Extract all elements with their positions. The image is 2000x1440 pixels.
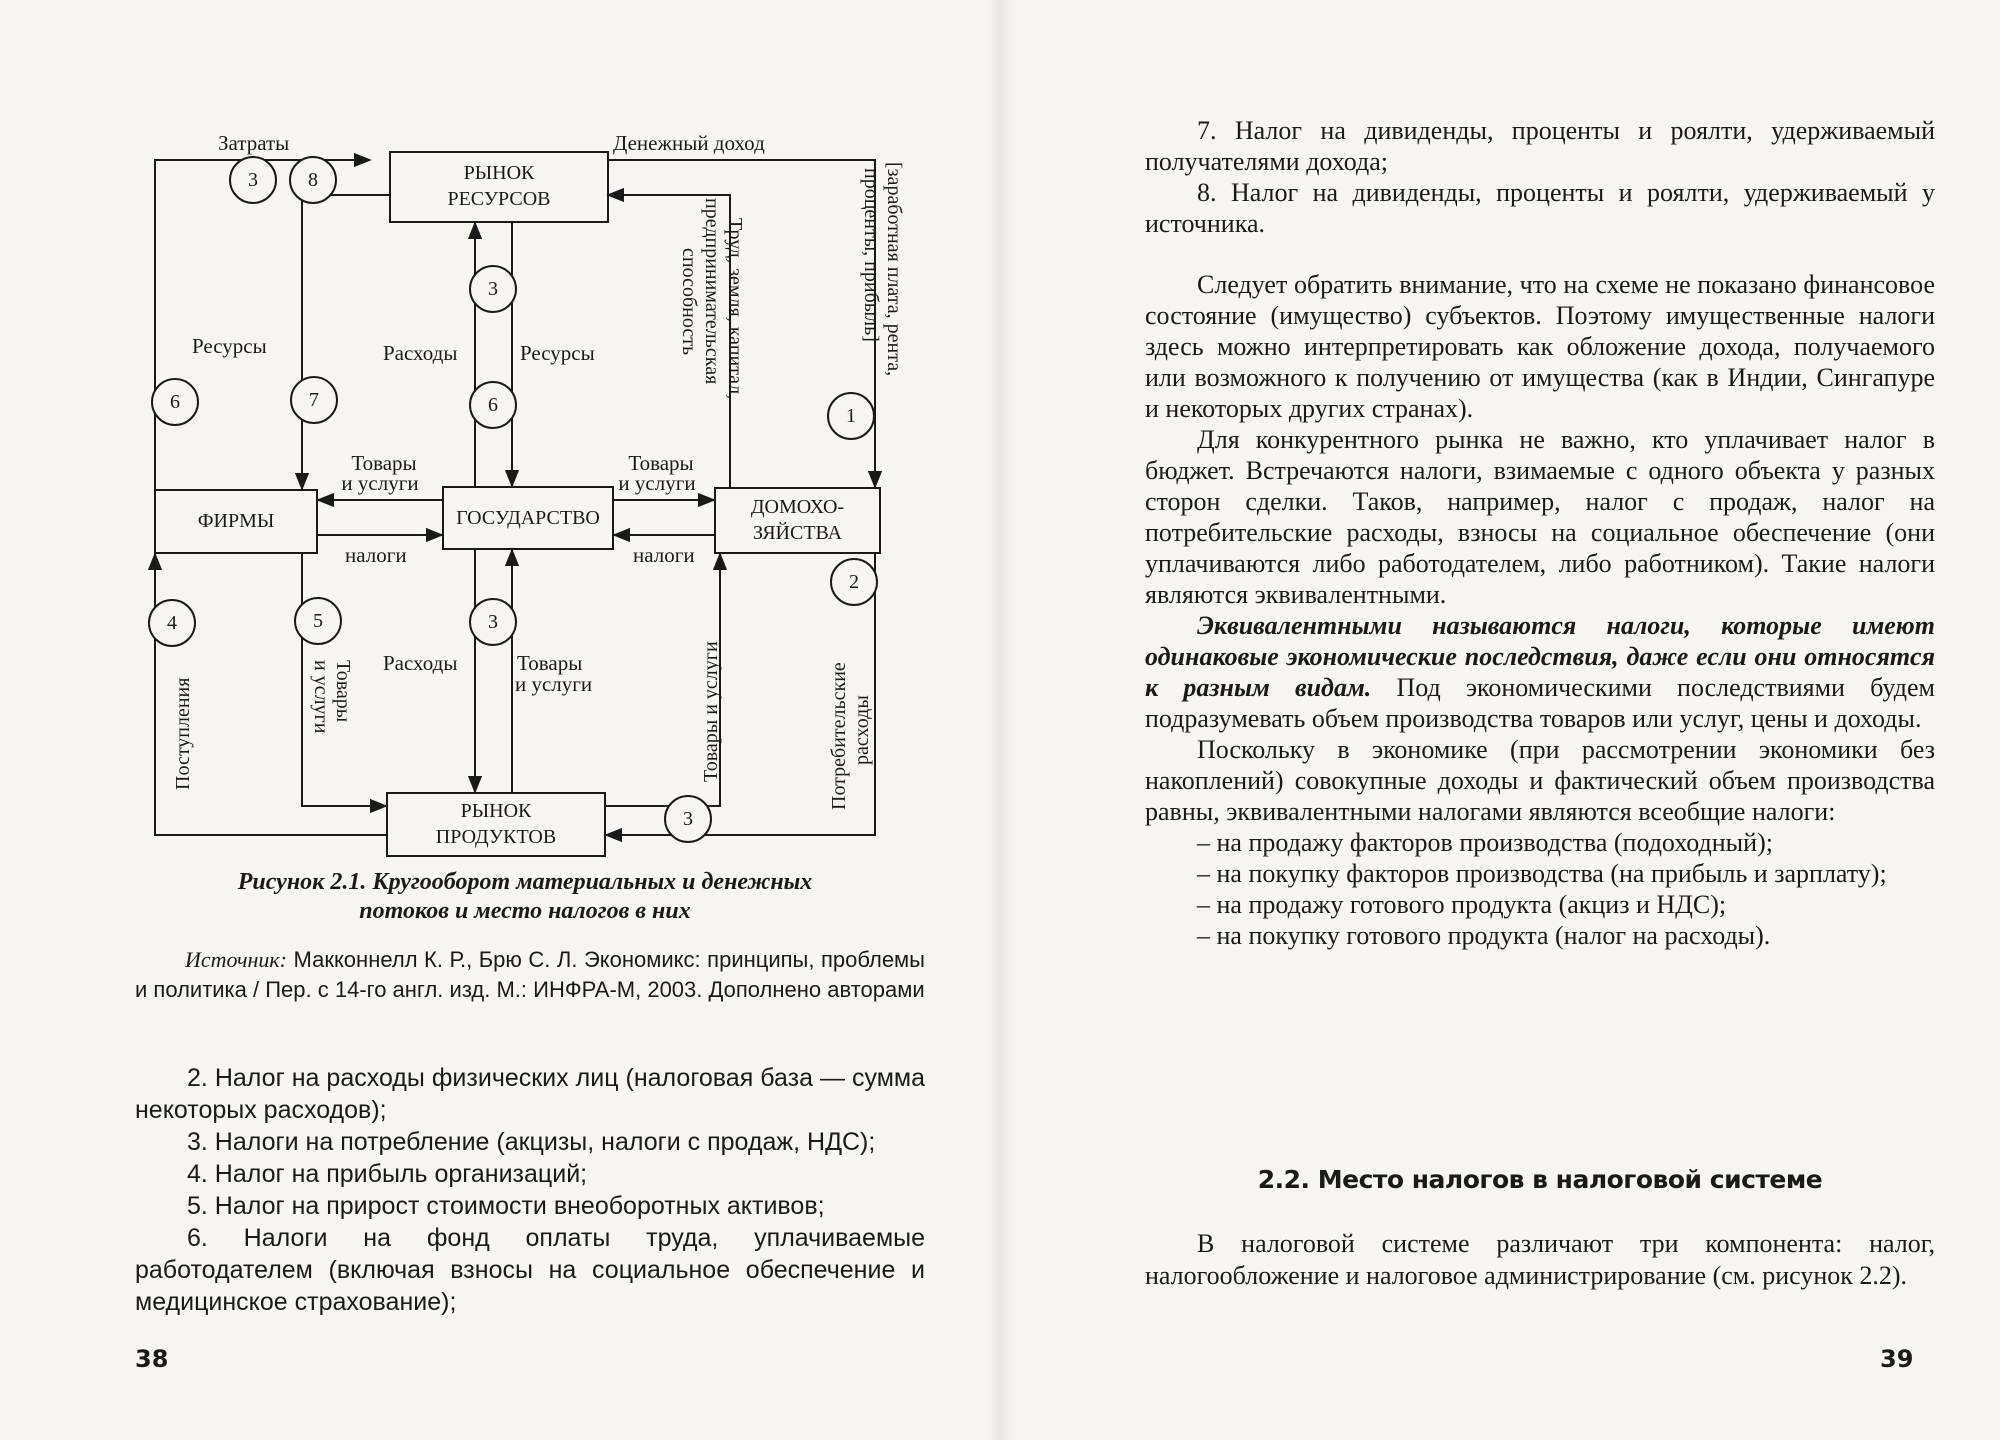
label-goods-bottom-2: и услуги	[515, 672, 593, 696]
dash-item: – на покупку готового продукта (налог на расходы).	[1197, 921, 1771, 950]
circle-num-costs-3: 3	[248, 169, 258, 191]
label-consumer-1: Потребительские	[828, 662, 850, 810]
list-item: 3. Налоги на потребление (акцизы, налоги с продаж, НДС);	[187, 1128, 876, 1156]
paragraph-tax-system: В налоговой системе различают три компонента: налог, налогообложение и налоговое администрирование (см. рисунок 2.2).	[1145, 1229, 1935, 1290]
label-labor-1: Труд, земля, капитал,	[724, 218, 746, 400]
box-households-label: ДОМОХО- ЗЯЙСТВА	[750, 496, 845, 544]
figure-caption	[175, 868, 875, 926]
paragraph-general-taxes: Поскольку в экономике (при рассмотрении экономики без накоплений) совокупные доходы и фактический объем производства равны, эквивалентными налогами являются всеобщие налоги:	[1145, 735, 1935, 826]
box-resource-market-label: РЫНОК РЕСУРСОВ	[447, 162, 551, 210]
page-number-left: 38	[135, 1345, 169, 1373]
label-goods-right-2: и услуги	[618, 471, 696, 495]
box-government-label: ГОСУДАРСТВО	[456, 507, 600, 529]
label-goods-v-1: Товары	[332, 660, 354, 723]
label-taxes-right: налоги	[633, 543, 695, 567]
list-item: 6. Налоги на фонд оплаты труда, уплачиваемые работодателем (включая взносы на социальное обеспечение и медицинское страхование);	[135, 1224, 925, 1316]
page-number-right: 39	[1880, 1345, 1914, 1373]
box-firms-label: ФИРМЫ	[197, 510, 275, 532]
label-goods-bottom-1: Товары	[517, 651, 583, 675]
paragraph-gap	[1145, 239, 1935, 269]
figure-source	[135, 945, 925, 1005]
label-wages-2: проценты, прибыль]	[860, 168, 882, 342]
circular-flow-diagram	[0, 0, 1000, 880]
list-item-7: 7. Налог на дивиденды, проценты и роялти, удерживаемый получателями дохода;	[1145, 116, 1935, 176]
definition-rest: Под экономическими последствиями будем подразумевать объем производства товаров или услуг, цены и доходы.	[1145, 673, 1935, 733]
section-heading: 2.2. Место налогов в налоговой системе	[1257, 1165, 1823, 1194]
label-costs: Затраты	[218, 131, 290, 155]
circle-num-res-7: 7	[309, 389, 319, 411]
circle-num-bottom-3: 3	[488, 611, 498, 633]
list-item-8: 8. Налог на дивиденды, проценты и роялти, удерживаемый у источника.	[1145, 178, 1935, 238]
circle-num-hh-2: 2	[849, 571, 859, 593]
label-expenses-top: Расходы	[383, 341, 458, 365]
list-item: 5. Налог на прирост стоимости внеоборотных активов;	[187, 1192, 825, 1220]
caption-line-2: потоков и место налогов в них	[359, 898, 691, 924]
definition-emphasis: Эквивалентными называются налоги, которые имеют одинаковые экономические последствия, даже если они относятся к разным видам.	[1145, 611, 1935, 702]
right-main-text	[1145, 115, 1935, 951]
circle-num-goods-5: 5	[313, 610, 323, 632]
right-page	[1000, 0, 2000, 1440]
left-tax-list	[135, 1062, 925, 1318]
dash-item: – на продажу готового продукта (акциз и НДС);	[1197, 890, 1727, 919]
caption-line-1: Рисунок 2.1. Кругооборот материальных и денежных	[237, 869, 813, 895]
label-expenses-bottom: Расходы	[383, 651, 458, 675]
label-goods-right-1: Товары	[628, 451, 694, 475]
label-resources-left: Ресурсы	[192, 334, 267, 358]
label-labor-3: способность	[678, 248, 700, 356]
paragraph-equivalent-definition	[1145, 610, 1935, 734]
source-label: Источник:	[185, 947, 287, 972]
right-final-text	[1145, 1228, 1935, 1292]
circle-num-prod-3: 3	[683, 808, 693, 830]
list-item: 4. Налог на прибыль организаций;	[187, 1160, 588, 1188]
label-goods-v-2: и услуги	[310, 660, 332, 734]
line-resources-firms	[302, 195, 390, 489]
dash-item: – на продажу факторов производства (подоходный);	[1197, 828, 1773, 857]
label-taxes-left: налоги	[345, 543, 407, 567]
paragraph-competitive-market: Для конкурентного рынка не важно, кто уплачивает налог в бюджет. Встречаются налоги, взимаемые с одного объекта у разных сторон сделки. Таков, например, налог с продаж, налог на потребительские расходы, взносы на социальное обеспечение (они уплачиваются либо работодателем, либо работником). Такие налоги являются эквивалентными.	[1145, 425, 1935, 609]
label-consumer-2: расходы	[851, 695, 873, 765]
label-receipts: Поступления	[172, 677, 194, 790]
circle-num-costs-8: 8	[308, 169, 318, 191]
list-item: 2. Налог на расходы физических лиц (налоговая база — сумма некоторых расходов);	[135, 1064, 925, 1124]
circle-num-income-1: 1	[846, 405, 856, 427]
dash-item: – на покупку факторов производства (на прибыль и зарплату);	[1197, 859, 1887, 888]
circle-num-center-6: 6	[488, 394, 498, 416]
circle-num-rec-4: 4	[167, 612, 177, 634]
label-resources-center: Ресурсы	[520, 341, 595, 365]
label-goods-left-2: и услуги	[341, 471, 419, 495]
label-wages-1: [заработная плата, рента,	[883, 162, 905, 377]
circle-num-res-6: 6	[170, 391, 180, 413]
circle-num-top-3: 3	[488, 278, 498, 300]
label-money-income: Денежный доход	[613, 131, 765, 155]
diagram-lines	[0, 0, 1000, 880]
label-goods-left-1: Товары	[351, 451, 417, 475]
label-goods-v-right: Товары и услуги	[700, 641, 722, 782]
paragraph-property: Следует обратить внимание, что на схеме не показано финансовое состояние (имущество) субъектов. Поэтому имущественные налоги здесь можно интерпретировать как обложение дохода, получаемого или возможного к получению от имущества (как в Индии, Сингапуре и некоторых других странах).	[1145, 270, 1935, 423]
source-text: Макконнелл К. Р., Брю С. Л. Экономикс: принципы, проблемы и политика / Пер. с 14-го англ. изд. М.: ИНФРА-М, 2003. Дополнено авторами	[135, 947, 925, 1002]
label-labor-2: предпринимательская	[701, 198, 723, 385]
box-product-market-label: РЫНОК ПРОДУКТОВ	[435, 800, 557, 848]
